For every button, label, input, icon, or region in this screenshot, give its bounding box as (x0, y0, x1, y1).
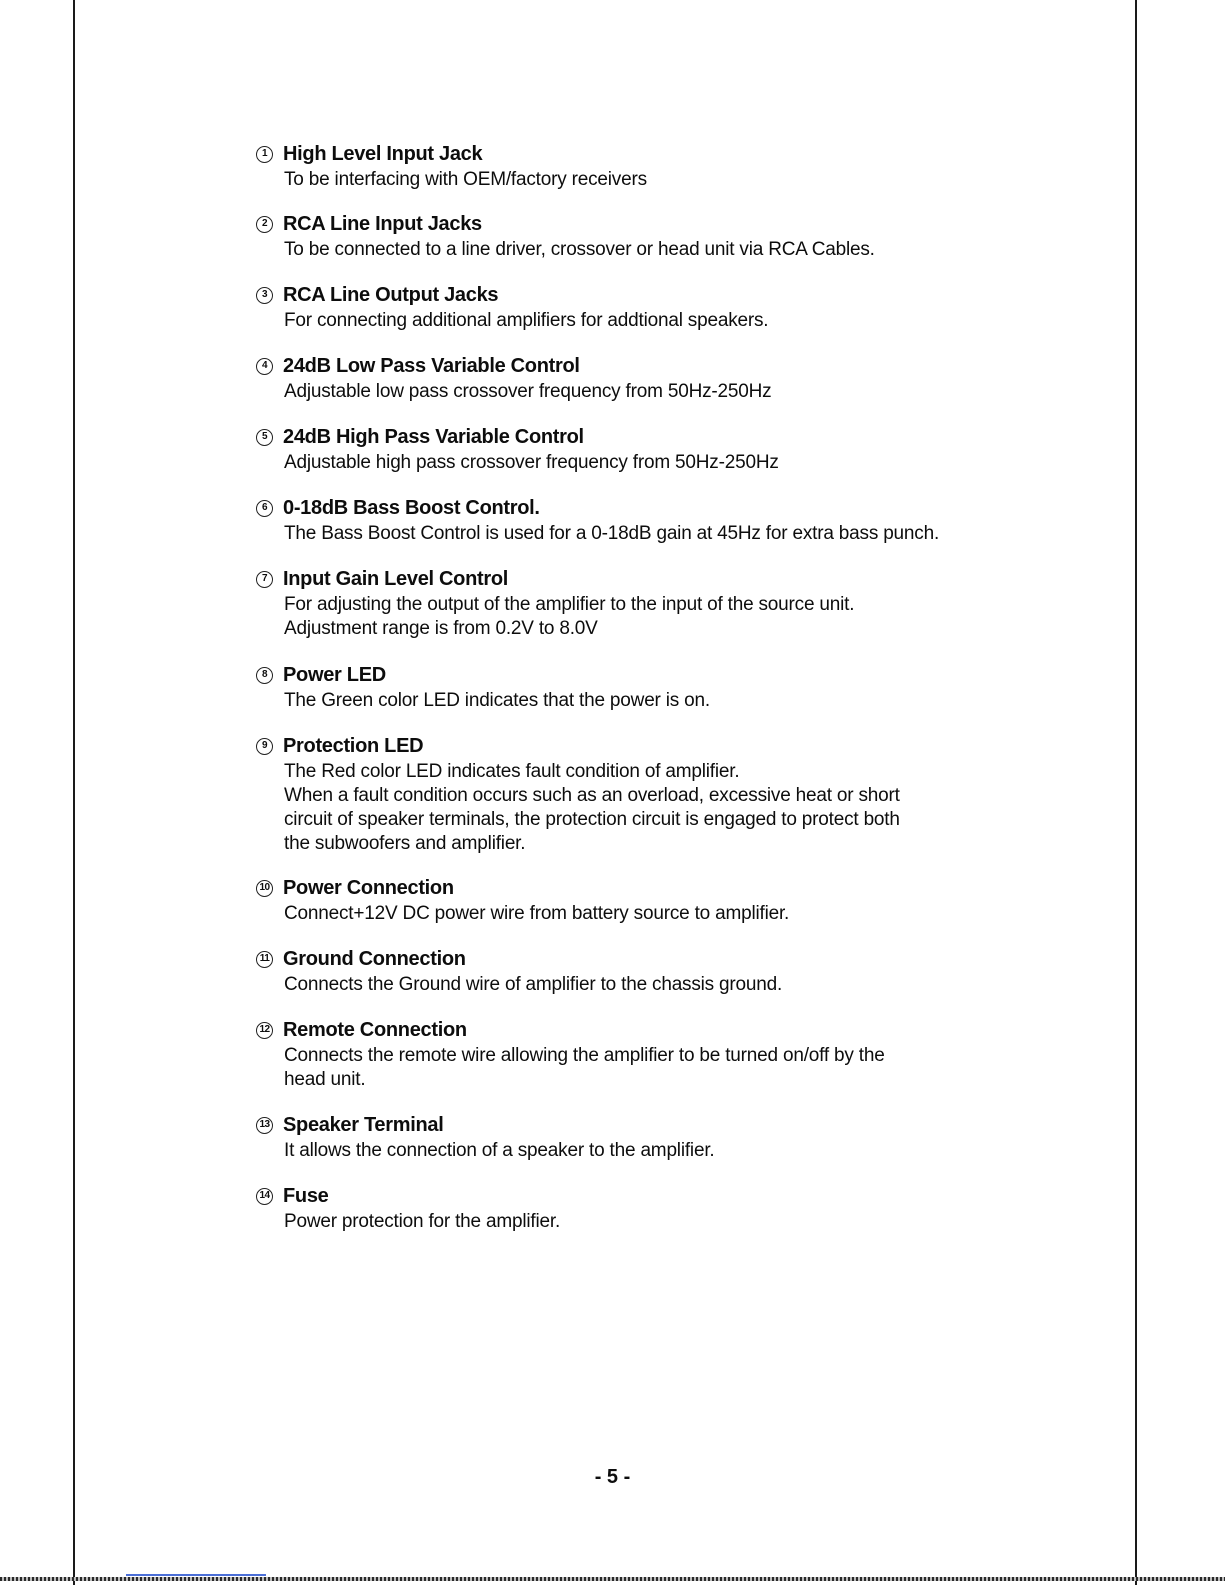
circled-number-icon: 9 (256, 738, 273, 755)
feature-description: To be interfacing with OEM/factory receivers (284, 169, 647, 190)
circled-number-icon: 1 (256, 146, 273, 163)
feature-item (256, 661, 1086, 713)
feature-description: Adjustable high pass crossover frequency from 50Hz-250Hz (284, 452, 779, 473)
feature-item (256, 494, 1086, 546)
feature-description: When a fault condition occurs such as an overload, excessive heat or short (284, 785, 900, 806)
feature-heading (256, 140, 1086, 168)
feature-title: Speaker Terminal (283, 1113, 444, 1136)
feature-title: Remote Connection (283, 1018, 467, 1041)
circled-number-icon: 6 (256, 500, 273, 517)
circled-number-icon: 11 (256, 951, 273, 968)
feature-title: 0-18dB Bass Boost Control. (283, 496, 540, 519)
circled-number-icon: 4 (256, 358, 273, 375)
circled-number-icon: 8 (256, 667, 273, 684)
circled-number-icon: 7 (256, 571, 273, 588)
page-number: - 5 - (594, 1466, 631, 1488)
feature-heading (256, 1111, 1086, 1139)
feature-title: Power LED (283, 663, 386, 686)
feature-description: the subwoofers and amplifier. (284, 833, 526, 854)
feature-title: High Level Input Jack (283, 142, 483, 165)
feature-item (256, 1016, 1086, 1092)
feature-item (256, 1182, 1086, 1234)
feature-description: It allows the connection of a speaker to the amplifier. (284, 1140, 715, 1161)
page-border-bottom (0, 1577, 1225, 1581)
circled-number-icon: 2 (256, 216, 273, 233)
circled-number-icon: 5 (256, 429, 273, 446)
feature-description: Power protection for the amplifier. (284, 1211, 561, 1232)
feature-item (256, 210, 1086, 262)
feature-title: Power Connection (283, 876, 454, 899)
feature-item (256, 423, 1086, 475)
feature-title: 24dB High Pass Variable Control (283, 425, 584, 448)
feature-heading (256, 352, 1086, 380)
feature-heading (256, 210, 1086, 238)
feature-title: RCA Line Output Jacks (283, 283, 499, 306)
feature-heading (256, 945, 1086, 973)
feature-heading (256, 423, 1086, 451)
scan-artifact-line (126, 1574, 266, 1576)
feature-item (256, 732, 1086, 856)
feature-description: circuit of speaker terminals, the protection circuit is engaged to protect both (284, 809, 900, 830)
feature-description: The Green color LED indicates that the power is on. (284, 690, 710, 711)
feature-item (256, 140, 1086, 192)
feature-item (256, 352, 1086, 404)
page-border-right (1135, 0, 1137, 1585)
feature-heading (256, 281, 1086, 309)
feature-description: To be connected to a line driver, crossover or head unit via RCA Cables. (284, 239, 875, 260)
feature-description: The Red color LED indicates fault condition of amplifier. (284, 761, 740, 782)
circled-number-icon: 13 (256, 1117, 273, 1134)
feature-heading (256, 1016, 1086, 1044)
feature-description: The Bass Boost Control is used for a 0-18dB gain at 45Hz for extra bass punch. (284, 523, 940, 544)
circled-number-icon: 12 (256, 1022, 273, 1039)
feature-item (256, 565, 1086, 641)
feature-item (256, 1111, 1086, 1163)
feature-heading (256, 874, 1086, 902)
circled-number-icon: 3 (256, 287, 273, 304)
circled-number-icon: 14 (256, 1188, 273, 1205)
feature-heading (256, 1182, 1086, 1210)
feature-description: Adjustable low pass crossover frequency from 50Hz-250Hz (284, 381, 772, 402)
page-border-left (73, 0, 75, 1585)
feature-item (256, 281, 1086, 333)
feature-heading (256, 494, 1086, 522)
feature-description: head unit. (284, 1069, 366, 1090)
feature-title: RCA Line Input Jacks (283, 212, 482, 235)
feature-description: Connects the Ground wire of amplifier to the chassis ground. (284, 974, 783, 995)
feature-title: Protection LED (283, 734, 424, 757)
feature-description: Connects the remote wire allowing the amplifier to be turned on/off by the (284, 1045, 885, 1066)
feature-title: Input Gain Level Control (283, 567, 509, 590)
feature-title: 24dB Low Pass Variable Control (283, 354, 580, 377)
feature-item (256, 874, 1086, 926)
feature-heading (256, 565, 1086, 593)
feature-title: Ground Connection (283, 947, 466, 970)
feature-description: Connect+12V DC power wire from battery source to amplifier. (284, 903, 790, 924)
feature-item (256, 945, 1086, 997)
feature-description: For connecting additional amplifiers for addtional speakers. (284, 310, 769, 331)
feature-title: Fuse (283, 1184, 329, 1207)
circled-number-icon: 10 (256, 880, 273, 897)
feature-description: For adjusting the output of the amplifier to the input of the source unit. (284, 594, 855, 615)
feature-heading (256, 661, 1086, 689)
feature-description: Adjustment range is from 0.2V to 8.0V (284, 618, 598, 639)
feature-heading (256, 732, 1086, 760)
